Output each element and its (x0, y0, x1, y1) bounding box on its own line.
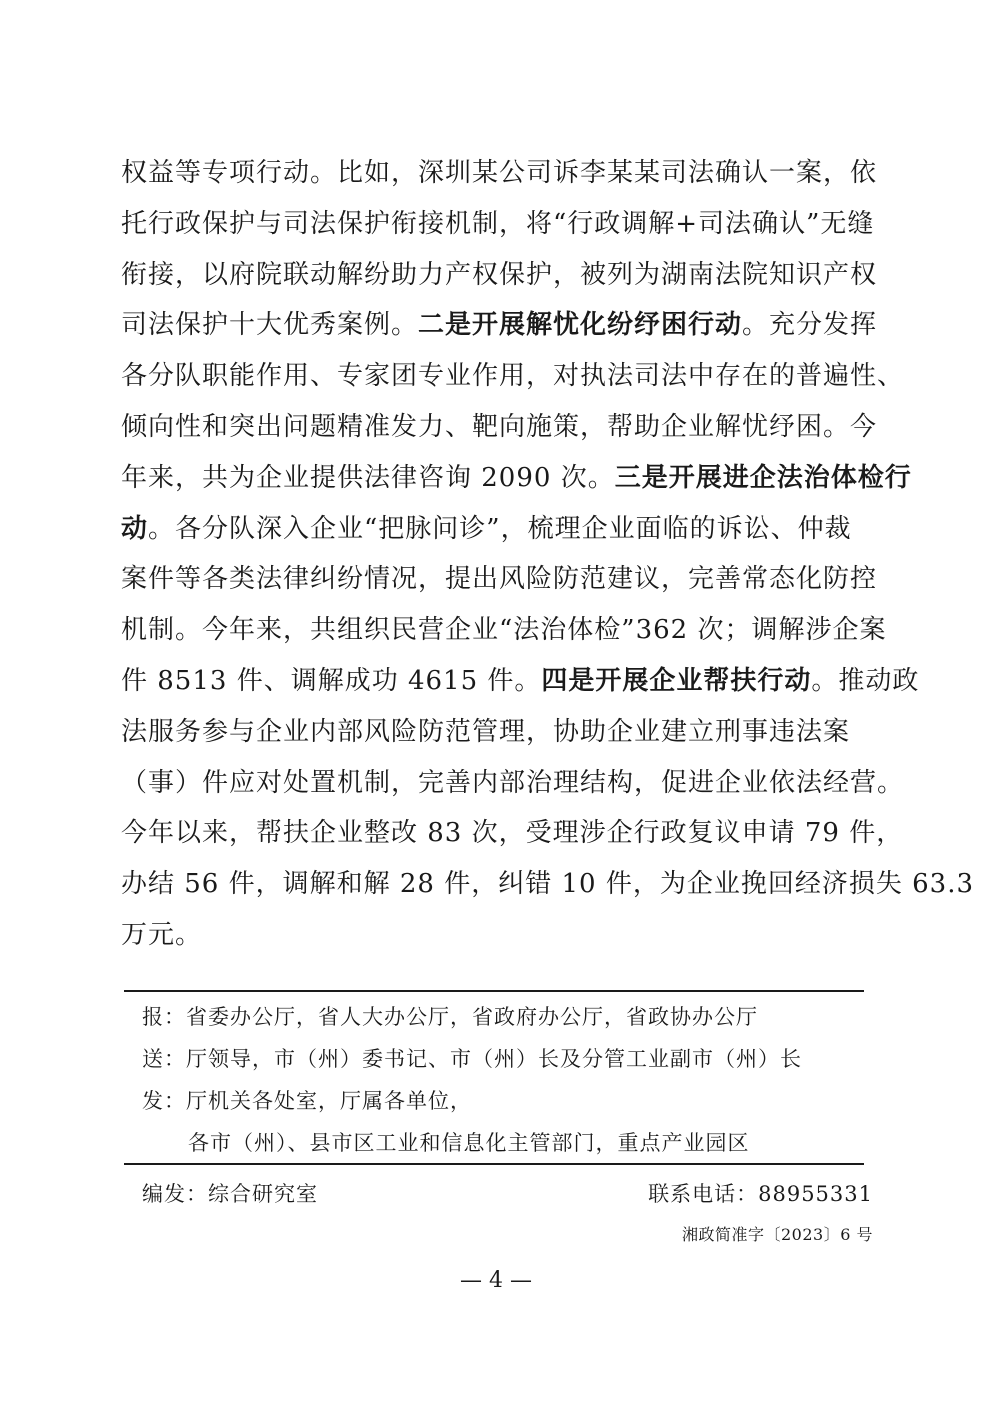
body-line (121, 300, 877, 351)
distribution-bao: 报：省委办公厅，省人大办公厅，省政府办公厅，省政协办公厅 (142, 1005, 758, 1029)
bold-heading-text: 动 (121, 513, 149, 544)
body-text-segment: 权益等专项行动。比如，深圳某公司诉李某某司法确认一案，依 (121, 158, 878, 188)
body-text-segment: 万元。 (121, 919, 203, 950)
body-line (121, 402, 877, 453)
body-line (121, 504, 877, 555)
body-text-segment: 机制。今年来，共组织民营企业“法治体检”362 次；调解涉企案 (121, 615, 887, 646)
body-line (121, 250, 877, 301)
body-text-segment: 司法保护十大优秀案例。 (121, 310, 419, 341)
body-text-segment: 件 8513 件、调解成功 4615 件。 (121, 665, 542, 696)
body-line (121, 758, 905, 809)
editor-label: 编发：综合研究室 (142, 1182, 318, 1206)
bottom-divider (124, 1163, 864, 1165)
body-text-segment: 今年以来，帮扶企业整改 83 次，受理涉企行政复议申请 79 件， (121, 818, 904, 849)
body-line (121, 453, 912, 504)
body-paragraph (121, 148, 974, 961)
body-text-segment: 办结 56 件，调解和解 28 件，纠错 10 件，为企业挽回经济损失 63.3 (121, 869, 974, 900)
distribution-song: 送：厅领导，市（州）委书记、市（州）长及分管工业副市（州）长 (142, 1047, 802, 1071)
bold-heading-text: 三是开展进企法治体检行 (614, 462, 912, 493)
document-number: 湘政简准字〔2023〕6 号 (682, 1225, 873, 1244)
body-line (121, 656, 920, 707)
body-line (121, 351, 905, 402)
top-divider (124, 990, 864, 992)
distribution-fa: 发：厅机关各处室，厅属各单位， (142, 1089, 472, 1113)
body-line (121, 808, 904, 859)
body-text-segment: 托行政保护与司法保护衔接机制，将“行政调解+司法确认”无缝 (121, 208, 875, 239)
body-text-segment: 衔接，以府院联动解纷助力产权保护，被列为湖南法院知识产权 (121, 259, 878, 290)
distribution-fa-continued: 各市（州）、县市区工业和信息化主管部门，重点产业园区 (188, 1131, 750, 1155)
body-text-segment: 各分队职能作用、专家团专业作用，对执法司法中存在的普遍性、 (121, 361, 905, 392)
body-text-segment: 倾向性和突出问题精准发力、靶向施策，帮助企业解忧纾困。今 (121, 411, 878, 442)
body-line (121, 554, 877, 605)
body-line (121, 859, 974, 910)
bold-heading-text: 四是开展企业帮扶行动 (541, 665, 812, 696)
body-line (121, 605, 887, 656)
bold-heading-text: 二是开展解忧化纷纾困行动 (418, 310, 743, 341)
body-line (121, 199, 877, 250)
body-text-segment: 。各分队深入企业“把脉问诊”，梳理企业面临的诉讼、仲裁 (148, 513, 852, 544)
page-number: — 4 — (460, 1268, 532, 1293)
contact-phone: 联系电话：88955331 (648, 1182, 873, 1206)
body-text-segment: （事）件应对处置机制，完善内部治理结构，促进企业依法经营。 (121, 767, 905, 798)
body-line (121, 707, 877, 758)
body-text-segment: 。充分发挥 (742, 310, 878, 341)
body-line (121, 148, 877, 199)
body-text-segment: 案件等各类法律纠纷情况，提出风险防范建议，完善常态化防控 (121, 564, 878, 595)
body-line (121, 910, 877, 961)
body-text-segment: 。推动政 (811, 665, 920, 696)
body-text-segment: 法服务参与企业内部风险防范管理，协助企业建立刑事违法案 (121, 716, 851, 747)
body-text-segment: 年来，共为企业提供法律咨询 2090 次。 (121, 462, 615, 493)
